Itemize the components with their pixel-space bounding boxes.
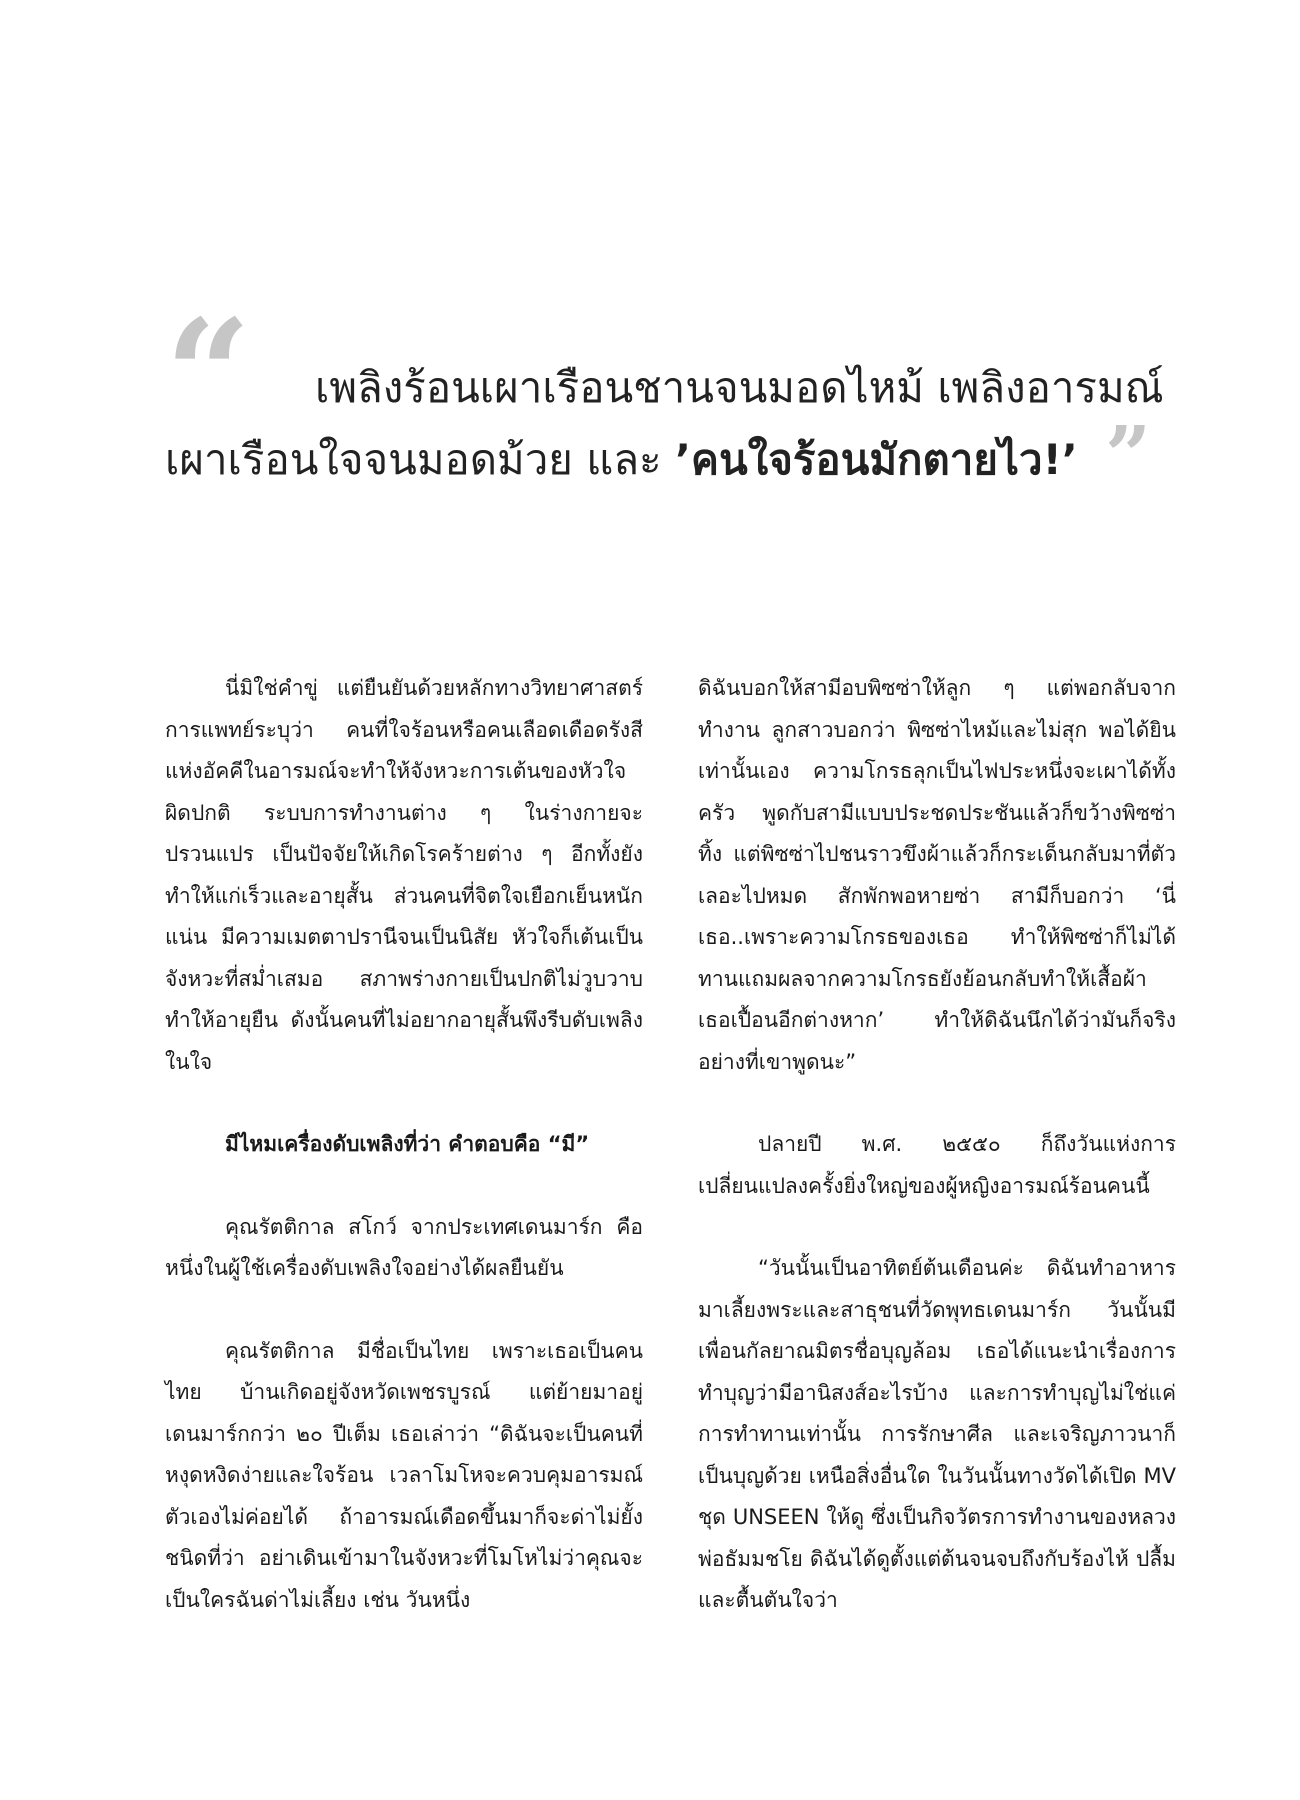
paragraph: นี่มิใช่คำขู่ แต่ยืนยันด้วยหลักทางวิทยาศาสตร์การแพทย์ระบุว่า คนที่ใจร้อนหรือคนเลือดเดือดรังสีแห่งอัคคีในอารมณ์จะทำให้จังหวะการเต้นของหัวใจผิดปกติ ระบบการทำงานต่าง ๆ ในร่างกายจะปรวนแปร เป็นปัจจัยให้เกิดโรคร้ายต่าง ๆ อีกทั้งยังทำให้แก่เร็วและอายุสั้น ส่วนคนที่จิตใจเยือกเย็นหนักแน่น มีความเมตตาปรานีจนเป็นนิสัย หัวใจก็เต้นเป็นจังหวะที่สม่ำเสมอ สภาพร่างกายเป็นปกติไม่วูบวาบ ทำให้อายุยืน ดังนั้นคนที่ไม่อยากอายุสั้นพึงรีบดับเพลิงในใจ xyxy=(165,676,643,1074)
open-quote-mark: “ xyxy=(165,287,252,463)
section-heading: มีไหมเครื่องดับเพลิงที่ว่า คำตอบคือ “มี” xyxy=(225,1132,590,1156)
close-quote-mark: ” xyxy=(1105,408,1152,502)
right-column xyxy=(698,668,1176,1622)
paragraph: คุณรัตติกาล สโกว์ จากประเทศเดนมาร์ก คือหนึ่งในผู้ใช้เครื่องดับเพลิงใจอย่างได้ผลยืนยัน xyxy=(165,1214,643,1280)
pull-quote-line-1: เพลิงร้อนเผาเรือนชานจนมอดไหม้ เพลิงอารมณ์ xyxy=(315,363,1164,412)
pull-quote xyxy=(165,352,1165,502)
paragraph: ปลายปี พ.ศ. ๒๕๕๐ ก็ถึงวันแห่งการเปลี่ยนแปลงครั้งยิ่งใหญ่ของผู้หญิงอารมณ์ร้อนคนนี้ xyxy=(698,1132,1176,1198)
left-column xyxy=(165,668,643,1621)
paragraph: “วันนั้นเป็นอาทิตย์ต้นเดือนค่ะ ดิฉันทำอาหารมาเลี้ยงพระและสาธุชนที่วัดพุทธเดนมาร์ก วันนั้นมีเพื่อนกัลยาณมิตรชื่อบุญล้อม เธอได้แนะนำเรื่องการทำบุญว่ามีอานิสงส์อะไรบ้าง และการทำบุญไม่ใช่แค่การทำทานเท่านั้น การรักษาศีล และเจริญภาวนาก็เป็นบุญด้วย เหนือสิ่งอื่นใด ในวันนั้นทางวัดได้เปิด MV ชุด UNSEEN ให้ดู ซึ่งเป็นกิจวัตรการทำงานของหลวงพ่อธัมมชโย ดิฉันได้ดูตั้งแต่ต้นจนจบถึงกับร้องไห้ ปลื้มและตื้นตันใจว่า xyxy=(698,1256,1176,1612)
paragraph: คุณรัตติกาล มีชื่อเป็นไทย เพราะเธอเป็นคนไทย บ้านเกิดอยู่จังหวัดเพชรบูรณ์ แต่ย้ายมาอยู่เดนมาร์กกว่า ๒๐ ปีเต็ม เธอเล่าว่า “ดิฉันจะเป็นคนที่หงุดหงิดง่ายและใจร้อน เวลาโมโหจะควบคุมอารมณ์ตัวเองไม่ค่อยได้ ถ้าอารมณ์เดือดขึ้นมาก็จะด่าไม่ยั้งชนิดที่ว่า อย่าเดินเข้ามาในจังหวะที่โมโหไม่ว่าคุณจะเป็นใครฉันด่าไม่เลี้ยง เช่น วันหนึ่ง xyxy=(165,1338,643,1612)
pull-quote-line-2-bold: ’คนใจร้อนมักตายไว!’ xyxy=(674,435,1078,484)
pull-quote-line-2-plain: เผาเรือนใจจนมอดม้วย และ xyxy=(165,435,675,484)
pull-quote-line-2 xyxy=(165,424,1165,496)
paragraph: ดิฉันบอกให้สามีอบพิซซ่าให้ลูก ๆ แต่พอกลับจากทำงาน ลูกสาวบอกว่า พิซซ่าไหม้และไม่สุก พอได้ยินเท่านั้นเอง ความโกรธลุกเป็นไฟประหนึ่งจะเผาได้ทั้งครัว พูดกับสามีแบบประชดประชันแล้วก็ขว้างพิซซ่าทิ้ง แต่พิซซ่าไปชนราวขึงผ้าแล้วก็กระเด็นกลับมาที่ตัว เลอะไปหมด สักพักพอหายซ่า สามีก็บอกว่า ‘นี่เธอ..เพราะความโกรธของเธอ ทำให้พิซซ่าก็ไม่ได้ทานแถมผลจากความโกรธยังย้อนกลับทำให้เสื้อผ้าเธอเปื้อนอีกต่างหาก’ ทำให้ดิฉันนึกได้ว่ามันก็จริงอย่างที่เขาพูดนะ” xyxy=(698,676,1176,1074)
